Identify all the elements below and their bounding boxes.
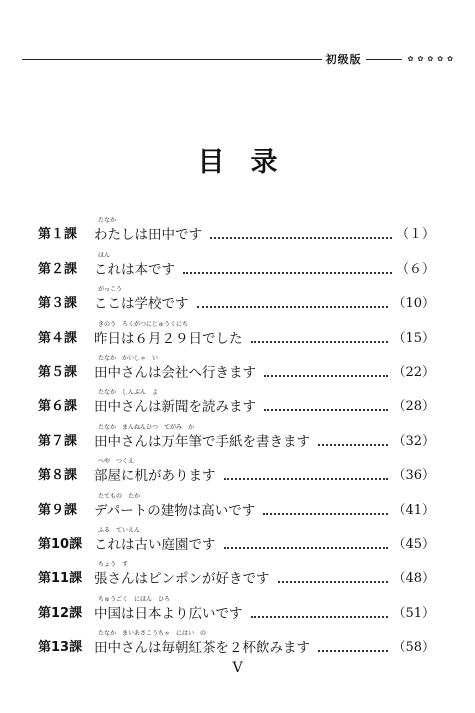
page-ref: （１） <box>395 227 435 243</box>
lesson-number: 第11課 <box>38 571 83 587</box>
lesson-title <box>94 595 243 623</box>
table-of-contents <box>38 210 435 657</box>
toc-entry <box>38 416 435 450</box>
page-ref: （28） <box>392 399 435 415</box>
page-ref: （10） <box>392 296 435 312</box>
lesson-title <box>94 458 216 485</box>
dot-leader <box>210 237 392 239</box>
lesson-title <box>94 561 270 588</box>
toc-entry <box>38 348 435 382</box>
toc-entry <box>38 451 435 485</box>
toc-entry <box>38 244 435 278</box>
lesson-number: 第３課 <box>38 296 78 312</box>
header-rule-left <box>22 59 322 60</box>
furigana: たなか かいしゃ い <box>98 354 159 362</box>
flower-icon: ✿ <box>447 54 453 63</box>
toc-entry <box>38 485 435 519</box>
flower-icon: ✿ <box>437 54 444 63</box>
page-ref: （45） <box>392 536 435 552</box>
header-rule-right <box>366 59 402 60</box>
lesson-title <box>94 251 175 279</box>
furigana: きのう ろくがつにじゅうくにち <box>98 320 189 328</box>
toc-entry <box>38 623 435 657</box>
furigana: ふる ていえん <box>98 526 141 534</box>
furigana: がっこう <box>98 286 123 294</box>
page-ref: （58） <box>392 640 435 656</box>
lesson-title <box>94 217 202 244</box>
dot-leader <box>278 581 389 583</box>
lesson-number: 第13課 <box>38 640 83 656</box>
dot-leader <box>263 513 388 515</box>
dot-leader <box>251 341 389 343</box>
lesson-title <box>94 286 189 313</box>
page-ref: （15） <box>392 330 435 346</box>
toc-entry <box>38 554 435 588</box>
page-ref: （51） <box>392 605 435 621</box>
lesson-title <box>94 630 310 657</box>
dot-leader <box>318 650 388 652</box>
dot-leader <box>318 444 388 446</box>
furigana: たなか しんぶん よ <box>98 389 159 397</box>
lesson-title-text: これは古い庭園です <box>94 536 216 553</box>
page-ref: （６） <box>395 261 435 277</box>
lesson-title <box>94 389 256 416</box>
page-ref: （41） <box>392 502 435 518</box>
page-ref: （22） <box>392 364 435 380</box>
lesson-number: 第１課 <box>38 227 78 243</box>
lesson-title-text: ここは学校です <box>94 296 189 313</box>
lesson-title-text: これは本です <box>94 261 175 278</box>
lesson-title-text: 部屋に机があります <box>94 468 216 485</box>
lesson-number: 第８課 <box>38 468 78 484</box>
lesson-title-text: 張さんはピンポンが好きです <box>94 571 270 588</box>
lesson-number: 第10課 <box>38 536 83 552</box>
lesson-title-text: 昨日は６月２９日でした <box>94 330 243 347</box>
furigana: ちゅうごく にほん ひろ <box>98 595 171 603</box>
lesson-number: 第２課 <box>38 261 78 277</box>
furigana: へや つくえ <box>98 458 135 466</box>
lesson-title-text: 田中さんは万年筆で手紙を書きます <box>94 433 310 450</box>
lesson-title-text: 田中さんは毎朝紅茶を２杯飲みます <box>94 640 310 657</box>
page-title: 目录 <box>197 147 304 178</box>
lesson-number: 第12課 <box>38 605 83 621</box>
lesson-title <box>94 492 256 520</box>
lesson-title-text: 田中さんは新聞を読みます <box>94 399 256 416</box>
flower-icon: ✿ <box>407 54 414 63</box>
dot-leader <box>224 547 389 549</box>
lesson-title <box>94 423 310 451</box>
dot-leader <box>224 478 389 480</box>
page-ref: （32） <box>392 433 435 449</box>
furigana: たなか まんねんひつ てがみ か <box>98 423 195 431</box>
furigana: たてもの たか <box>98 492 141 500</box>
toc-entry <box>38 210 435 244</box>
furigana: たなか まいあさこうちゃ にはい の <box>98 630 207 638</box>
toc-entry <box>38 382 435 416</box>
lesson-title-text: デパートの建物は高いです <box>94 502 256 519</box>
toc-entry <box>38 313 435 347</box>
lesson-title-text: わたしは田中です <box>94 227 202 244</box>
furigana: たなか <box>98 217 117 225</box>
lesson-title-text: 中国は日本より広いです <box>94 605 243 622</box>
dot-leader <box>264 375 388 377</box>
dot-leader <box>251 616 389 618</box>
flower-icon: ✿ <box>417 54 424 63</box>
toc-entry <box>38 588 435 622</box>
lesson-title <box>94 526 216 554</box>
lesson-title <box>94 354 256 382</box>
running-header <box>22 52 453 66</box>
lesson-title <box>94 320 243 348</box>
lesson-number: 第６課 <box>38 399 78 415</box>
furigana: ちょう す <box>98 561 129 569</box>
page-number: Ⅴ <box>232 660 243 676</box>
dot-leader <box>264 409 388 411</box>
header-ornament <box>402 56 453 63</box>
lesson-number: 第４課 <box>38 330 78 346</box>
edition-label: 初级版 <box>325 53 362 66</box>
dot-leader <box>183 272 392 274</box>
lesson-number: 第７課 <box>38 433 78 449</box>
flower-icon: ✿ <box>427 54 434 63</box>
furigana: ほん <box>98 251 111 259</box>
page-ref: （36） <box>392 468 435 484</box>
lesson-title-text: 田中さんは会社へ行きます <box>94 364 256 381</box>
dot-leader <box>197 306 389 308</box>
lesson-number: 第９課 <box>38 502 78 518</box>
toc-entry <box>38 279 435 313</box>
lesson-number: 第５課 <box>38 364 78 380</box>
page-ref: （48） <box>392 571 435 587</box>
toc-entry <box>38 520 435 554</box>
